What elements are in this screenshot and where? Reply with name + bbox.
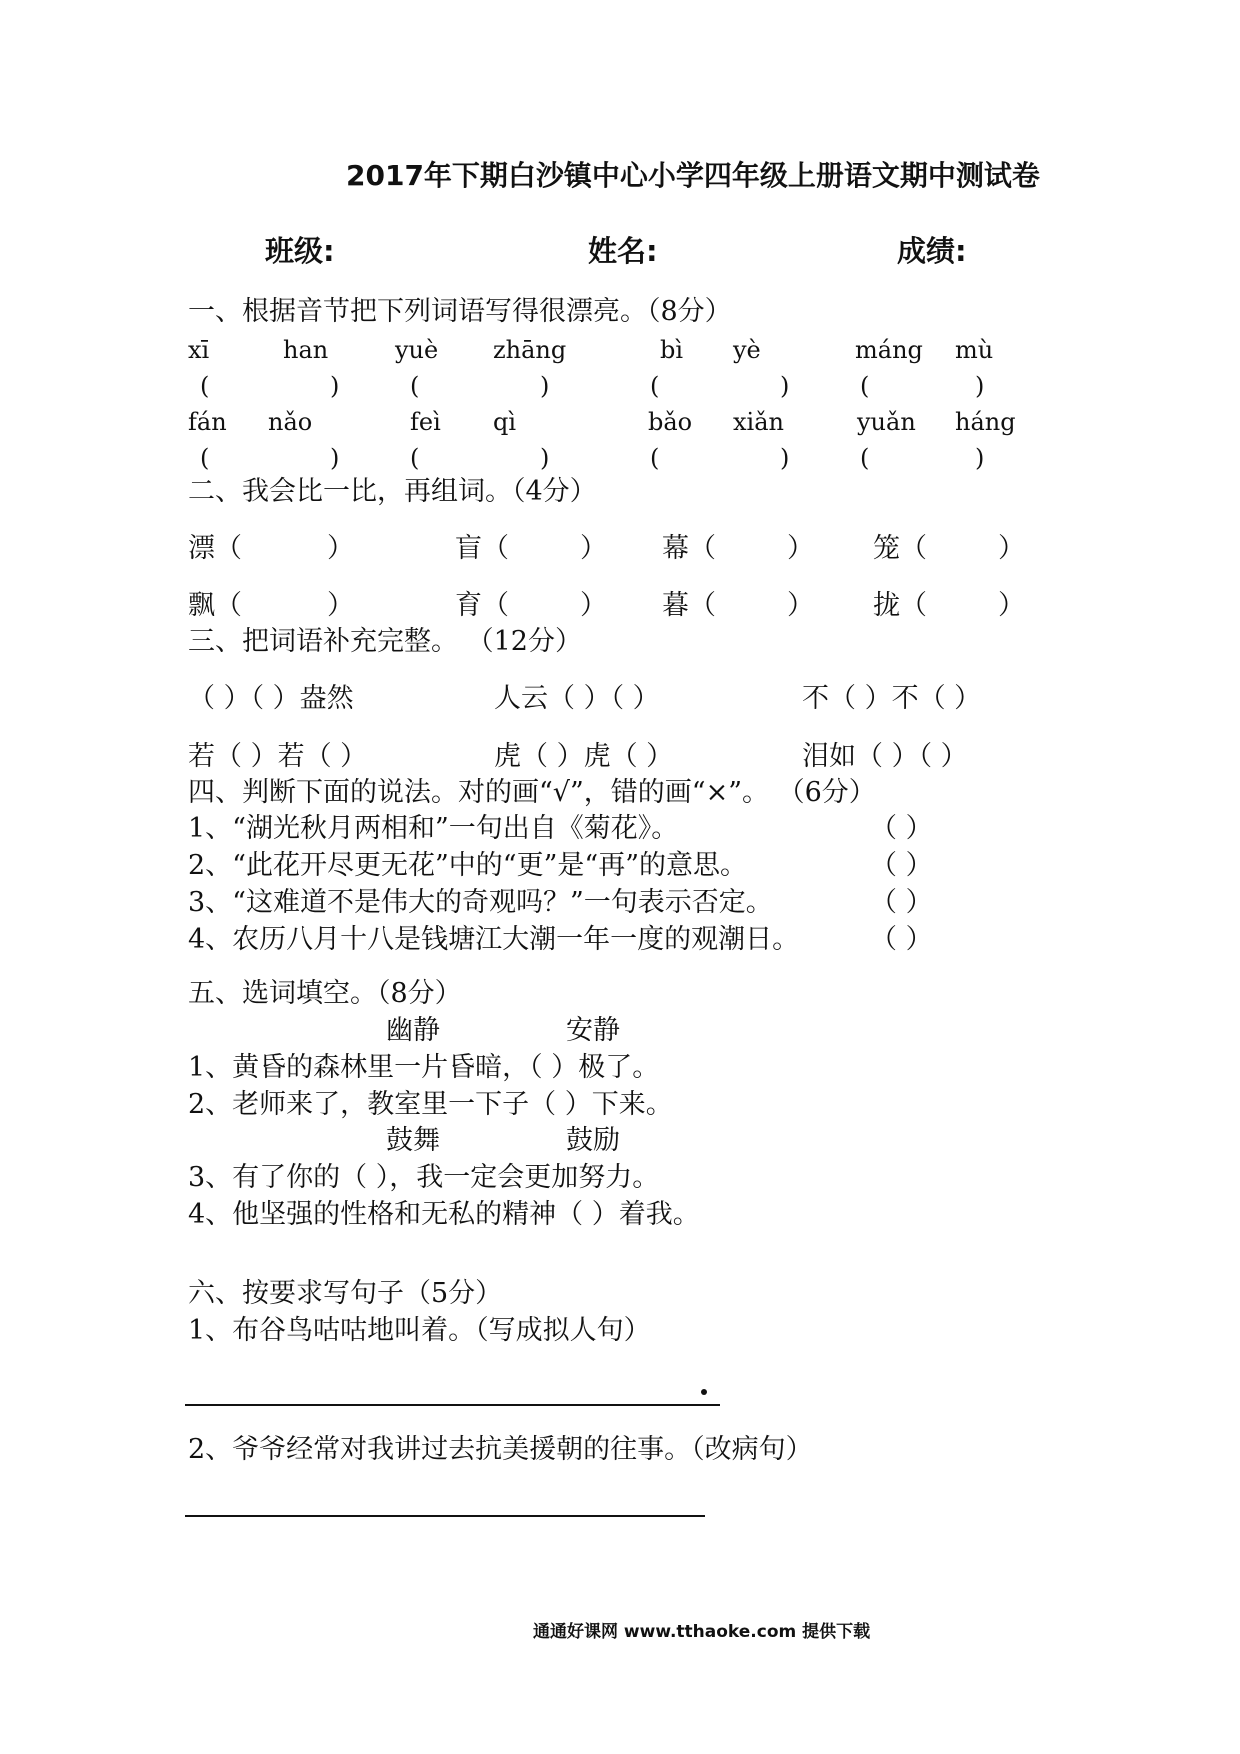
idiom-blank: 若（ ）若（ ） bbox=[188, 741, 368, 772]
pinyin: yuè bbox=[395, 336, 439, 364]
pinyin: zhāng bbox=[493, 336, 567, 364]
blank-close: ) bbox=[330, 444, 340, 472]
answer-line bbox=[185, 1404, 720, 1406]
compare-word: 飘（ bbox=[188, 590, 242, 621]
pinyin: feì bbox=[410, 408, 441, 436]
judge-blank: （ ） bbox=[870, 850, 933, 881]
name-label: 姓名: bbox=[588, 234, 658, 268]
fill-question: 3、有了你的（ ），我一定会更加努力。 bbox=[188, 1162, 660, 1193]
blank-open: ( bbox=[200, 372, 210, 400]
idiom-blank: 虎（ ）虎（ ） bbox=[494, 741, 674, 772]
judge-item: 3、“这难道不是伟大的奇观吗？”一句表示否定。 bbox=[188, 887, 773, 918]
blank-open: ( bbox=[650, 444, 660, 472]
footer-credit: 通通好课网 www.tthaoke.com 提供下载 bbox=[533, 1622, 871, 1642]
compare-word: 盲（ bbox=[455, 533, 509, 564]
blank-open: ( bbox=[650, 372, 660, 400]
compare-close: ） bbox=[580, 590, 607, 621]
class-label: 班级: bbox=[265, 234, 335, 268]
pinyin: qì bbox=[493, 408, 517, 436]
compare-word: 暮（ bbox=[662, 590, 716, 621]
section-5-heading: 五、选词填空。（8分） bbox=[188, 978, 462, 1009]
blank-close: ) bbox=[330, 372, 340, 400]
idiom-blank: 不（ ）不（ ） bbox=[802, 683, 982, 714]
page-title: 2017年下期白沙镇中心小学四年级上册语文期中测试卷 bbox=[346, 159, 1040, 192]
compare-word: 育（ bbox=[455, 590, 509, 621]
word-choice: 安静 bbox=[566, 1015, 620, 1046]
pinyin: háng bbox=[955, 408, 1016, 436]
blank-close: ) bbox=[780, 372, 790, 400]
blank-open: ( bbox=[410, 444, 420, 472]
blank-close: ) bbox=[975, 444, 985, 472]
pinyin: bì bbox=[660, 336, 684, 364]
blank-open: ( bbox=[860, 444, 870, 472]
fill-question: 4、他坚强的性格和无私的精神（ ）着我。 bbox=[188, 1199, 700, 1230]
word-choice: 幽静 bbox=[386, 1015, 440, 1046]
section-3-heading: 三、把词语补充完整。 （12分） bbox=[188, 626, 582, 657]
pinyin: han bbox=[283, 336, 329, 364]
period-dot bbox=[701, 1389, 707, 1395]
score-label: 成绩: bbox=[897, 234, 967, 268]
pinyin: xī bbox=[188, 336, 210, 364]
pinyin: fán bbox=[188, 408, 227, 436]
section-4-heading: 四、判断下面的说法。对的画“√”，错的画“×”。 （6分） bbox=[188, 777, 876, 808]
compare-close: ） bbox=[998, 590, 1025, 621]
word-choice: 鼓励 bbox=[566, 1125, 620, 1156]
blank-close: ) bbox=[975, 372, 985, 400]
pinyin: yuǎn bbox=[857, 408, 916, 436]
pinyin: yè bbox=[733, 336, 761, 364]
section-6-heading: 六、按要求写句子（5分） bbox=[188, 1278, 503, 1309]
rewrite-question: 2、爷爷经常对我讲过去抗美援朝的往事。（改病句） bbox=[188, 1434, 813, 1465]
idiom-blank: 泪如（ ）（ ） bbox=[802, 741, 968, 772]
compare-word: 幕（ bbox=[662, 533, 716, 564]
rewrite-question: 1、布谷鸟咕咕地叫着。（写成拟人句） bbox=[188, 1315, 651, 1346]
answer-line bbox=[185, 1515, 705, 1517]
blank-open: ( bbox=[200, 444, 210, 472]
pinyin: bǎo bbox=[648, 408, 693, 436]
judge-blank: （ ） bbox=[870, 887, 933, 918]
idiom-blank: （ ）（ ）盎然 bbox=[188, 683, 354, 714]
fill-question: 2、老师来了，教室里一下子（ ）下来。 bbox=[188, 1089, 673, 1120]
blank-open: ( bbox=[410, 372, 420, 400]
compare-word: 笼（ bbox=[873, 533, 927, 564]
word-choice: 鼓舞 bbox=[386, 1125, 440, 1156]
section-1-heading: 一、根据音节把下列词语写得很漂亮。（8分） bbox=[188, 296, 732, 327]
pinyin: máng bbox=[855, 336, 923, 364]
judge-blank: （ ） bbox=[870, 813, 933, 844]
judge-item: 4、农历八月十八是钱塘江大潮一年一度的观潮日。 bbox=[188, 924, 800, 955]
compare-word: 漂（ bbox=[188, 533, 242, 564]
judge-item: 1、“湖光秋月两相和”一句出自《菊花》。 bbox=[188, 813, 679, 844]
blank-close: ) bbox=[540, 372, 550, 400]
compare-close: ） bbox=[787, 590, 814, 621]
compare-word: 拢（ bbox=[873, 590, 927, 621]
blank-close: ) bbox=[780, 444, 790, 472]
compare-close: ） bbox=[327, 590, 354, 621]
idiom-blank: 人云（ ）（ ） bbox=[494, 683, 660, 714]
blank-open: ( bbox=[860, 372, 870, 400]
fill-question: 1、黄昏的森林里一片昏暗，（ ）极了。 bbox=[188, 1052, 660, 1083]
compare-close: ） bbox=[998, 533, 1025, 564]
blank-close: ) bbox=[540, 444, 550, 472]
judge-blank: （ ） bbox=[870, 924, 933, 955]
compare-close: ） bbox=[580, 533, 607, 564]
pinyin: xiǎn bbox=[733, 408, 784, 436]
pinyin: nǎo bbox=[268, 408, 313, 436]
judge-item: 2、“此花开尽更无花”中的“更”是“再”的意思。 bbox=[188, 850, 747, 881]
section-2-heading: 二、我会比一比，再组词。（4分） bbox=[188, 476, 597, 507]
compare-close: ） bbox=[327, 533, 354, 564]
pinyin: mù bbox=[955, 336, 994, 364]
compare-close: ） bbox=[787, 533, 814, 564]
